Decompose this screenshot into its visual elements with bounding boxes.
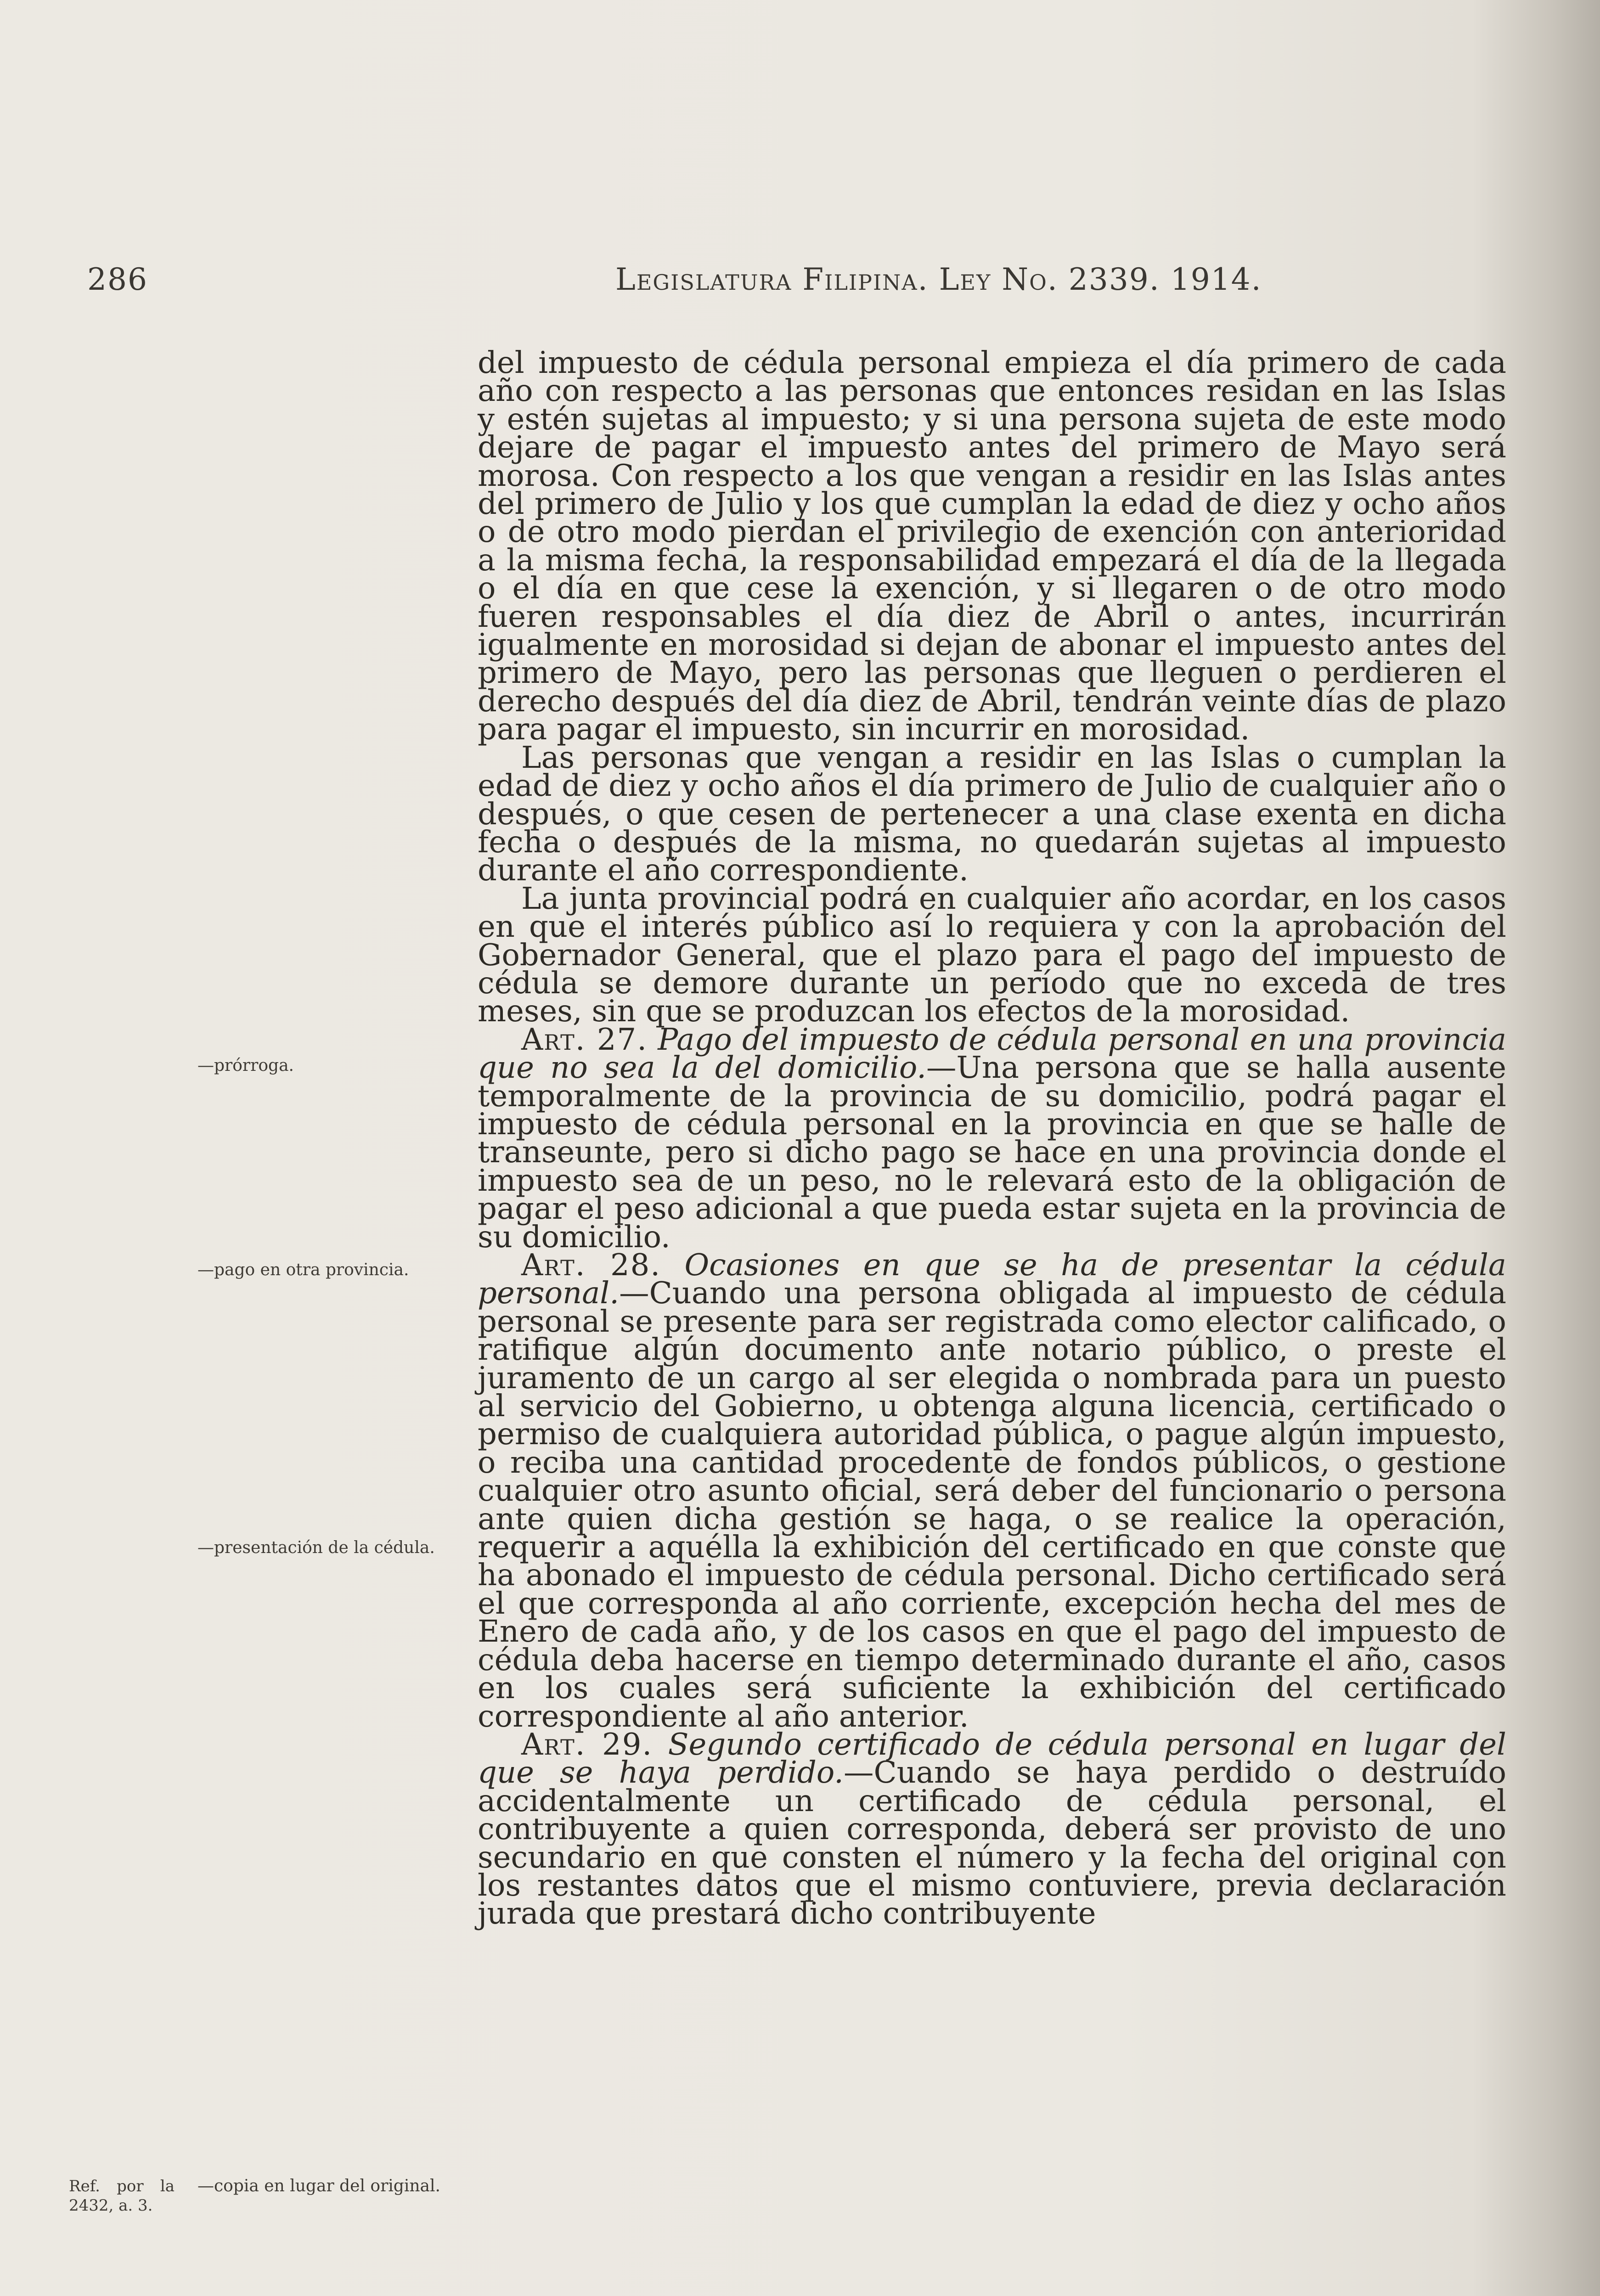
article-27-label: Art. 27.	[521, 1022, 648, 1057]
paragraph-residencia: Las personas que vengan a residir en las Islas o cumplan la edad de diez y ocho años el día primero de Julio de cualquier año o después, o que cesen de pertenecer a una clase exenta en dicha fecha o después de la misma, no quedarán sujetas al impuesto durante el año correspondiente.	[478, 740, 1506, 888]
article-29	[478, 1727, 1506, 1931]
paragraph-continuation: del impuesto de cédula personal empieza el día primero de cada año con respecto a las personas que entonces residan en las Islas y estén sujetas al impuesto; y si una persona sujeta de este modo dejare de pagar el impuesto antes del primero de Mayo será morosa. Con respecto a los que vengan a residir en las Islas antes del primero de Julio y los que cumplan la edad de diez y ocho años o de otro modo pierdan el privilegio de exención con anterioridad a la misma fecha, la responsabilidad empezará el día de la llegada o el día en que cese la exención, y si llegaren o de otro modo fueren responsables el día diez de Abril o antes, incurrirán igualmente en morosidad si dejan de abonar el impuesto antes del primero de Mayo, pero las personas que lleguen o perdieren el derecho después del día diez de Abril, tendrán veinte días de plazo para pagar el impuesto, sin incurrir en morosidad.	[478, 345, 1506, 747]
article-29-label: Art. 29.	[521, 1727, 653, 1762]
article-27-text: —Una persona que se halla ausente temporalmente de la provincia de su domicilio, podrá pagar el impuesto de cédula personal en la provincia en que se halle de transeunte, pero si dicho pago se hace en una provincia donde el impuesto sea de un peso, no le relevará esto de la obligación de pagar el peso adicional a que pueda estar sujeta en la provincia de su domicilio.	[478, 1050, 1506, 1255]
margin-note-pago-otra-provincia: —pago en otra provincia.	[197, 1261, 409, 1279]
article-28-label: Art. 28.	[521, 1248, 661, 1283]
article-28	[478, 1248, 1506, 1734]
article-28-text: —Cuando una persona obligada al impuesto de cédula personal se presente para ser registrada como elector calificado, o ratifique algún documento ante notario público, o preste el juramento de un cargo al ser elegida o nombrada para un puesto al servicio del Gobierno, u obtenga alguna licencia, certificado o permiso de cualquiera autoridad pública, o pague algún impuesto, o reciba una cantidad procedente de fondos públicos, o gestione cualquier otro asunto oficial, será deber del funcionario o persona ante quien dicha gestión se haga, o se realice la operación, requerir a aquélla la exhibición del certificado en que conste que ha abonado el impuesto de cédula personal. Dicho certificado será el que corresponda al año corriente, excepción hecha del mes de Enero de cada año, y de los casos en que el pago del impuesto de cédula deba hacerse en tiempo determinado durante el año, casos en los cuales será suficiente la exhibición del certificado correspondiente al año anterior.	[478, 1276, 1506, 1734]
margin-note-ref: Ref. por la 2432, a. 3.	[69, 2177, 175, 2215]
article-28-title: Ocasiones en que se ha de presentar la cédula personal.	[478, 1248, 1506, 1311]
page-number: 286	[87, 262, 148, 297]
article-29-text: —Cuando se haya perdido o destruído accidentalmente un certificado de cédula personal, el contribuyente a quien corresponda, deberá ser provisto de uno secundario en que consten el número y la fecha del original con los restantes datos que el mismo contuviere, previa declaración jurada que prestará dicho contribuyente	[478, 1755, 1506, 1931]
article-29-title: Segundo certificado de cédula personal en lugar del que se haya perdido.	[478, 1727, 1506, 1790]
paragraph-prorroga: La junta provincial podrá en cualquier año acordar, en los casos en que el interés público así lo requiera y con la aprobación del Gobernador General, que el plazo para el pago del impuesto de cédula se demore durante un período que no exceda de tres meses, sin que se produzcan los efectos de la morosidad.	[478, 881, 1506, 1029]
page-header	[87, 262, 1465, 303]
article-27	[478, 1022, 1507, 1255]
article-27-title: Pago del impuesto de cédula personal en una provincia que no sea la del domicilio.	[478, 1022, 1507, 1086]
margin-note-presentacion-cedula: —presentación de la cédula.	[197, 1538, 435, 1557]
running-title: Legislatura Filipina. Ley No. 2339. 1914.	[615, 262, 1262, 297]
margin-note-prorroga: —prórroga.	[197, 1056, 294, 1075]
body-text	[478, 345, 1507, 1931]
margin-note-copia: —copia en lugar del original.	[197, 2177, 440, 2195]
